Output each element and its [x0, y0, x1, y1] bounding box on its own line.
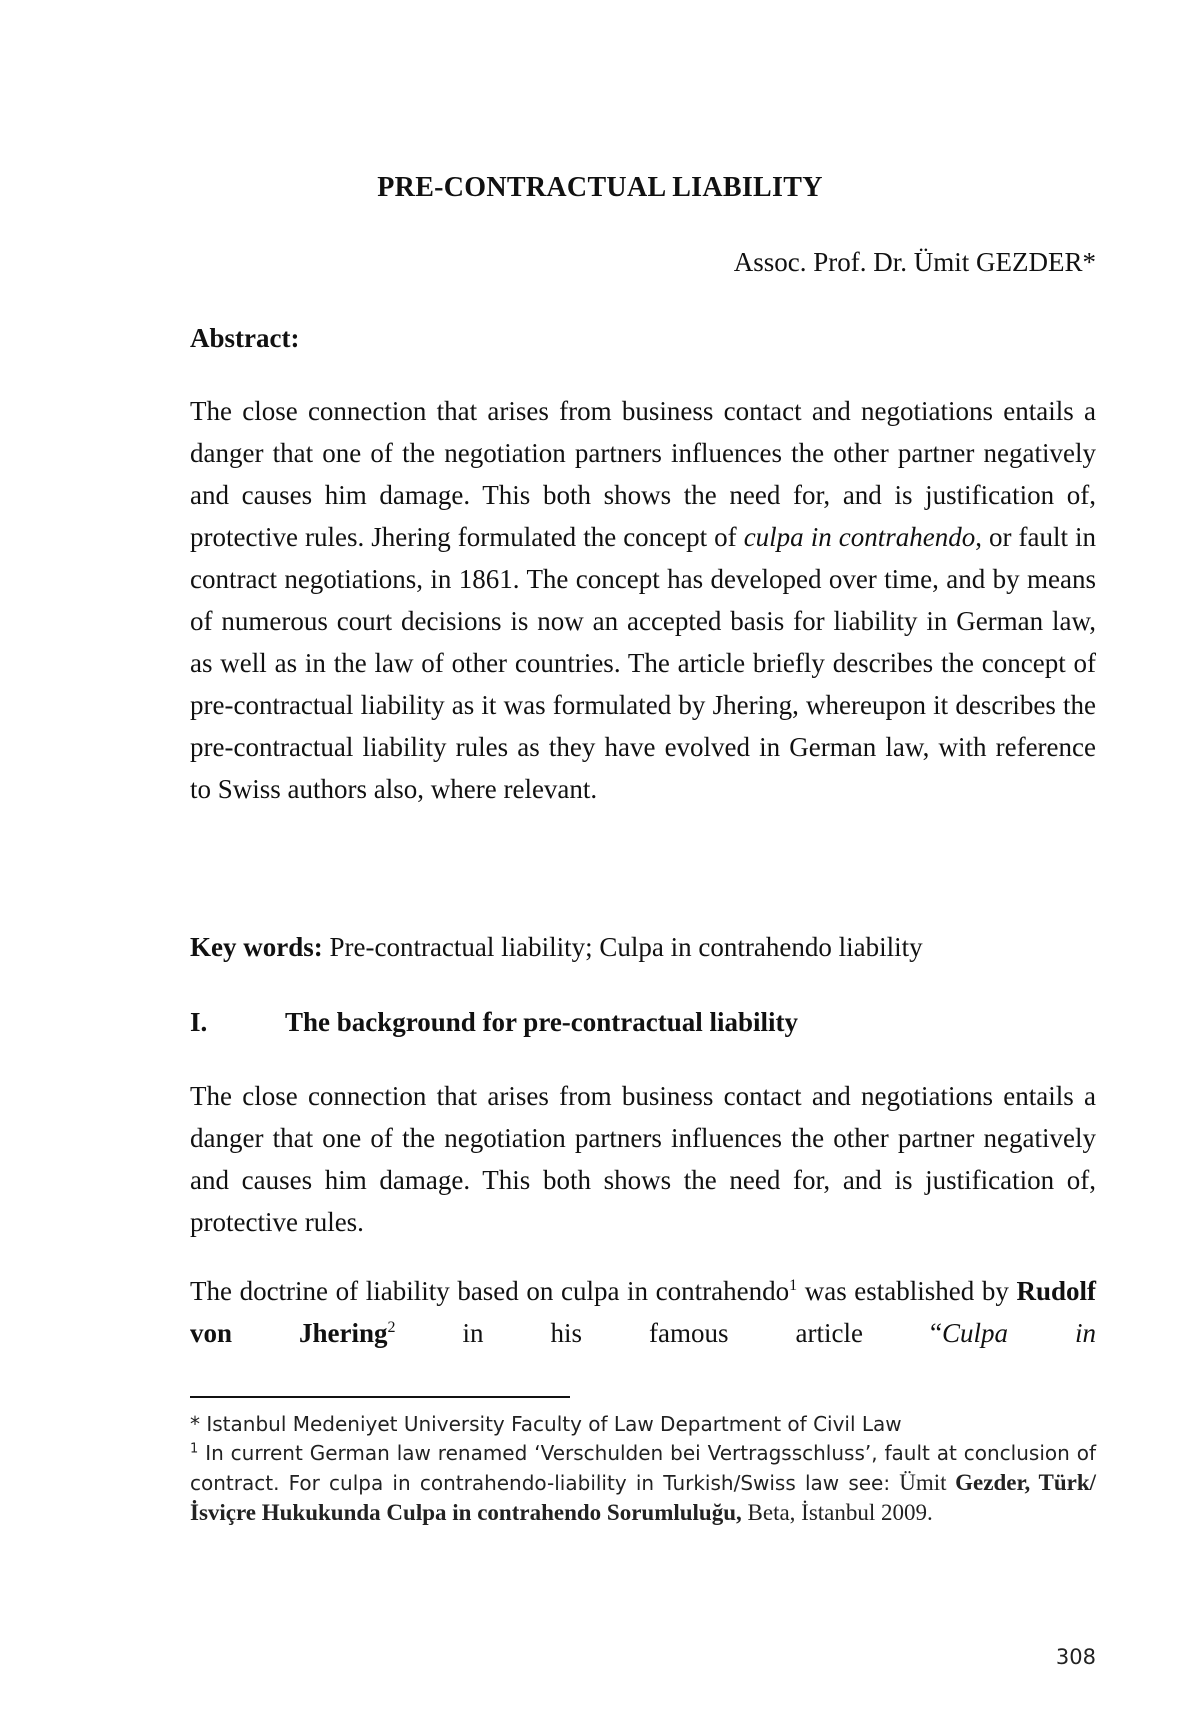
- section-number: I.: [190, 1007, 208, 1037]
- footnote-star: * Istanbul Medeniyet University Faculty of Law Department of Civil Law: [190, 1412, 902, 1436]
- footnote-1-author: Ümit: [899, 1470, 956, 1495]
- abstract-text-part-1: The close connection that arises from business contact and negotiations entails a danger that one of the negotiation partners influences the other partner negatively and causes him damage. This both shows the need for, and is justification of, protective rules. Jhering formulated the concept of: [190, 396, 1096, 552]
- section-heading: [190, 1007, 798, 1038]
- keywords-label: Key words:: [190, 932, 323, 962]
- page-title: PRE-CONTRACTUAL LIABILITY: [377, 172, 823, 203]
- doctrine-italic-title: Culpa in: [941, 1318, 1096, 1348]
- footnote-1-text: In current German law renamed ‘Verschulden bei Vertragsschluss’, fault at conclusion of contract. For culpa in contrahendo-liability in Turkish/Swiss law see:: [190, 1441, 1096, 1495]
- abstract-text-part-2: , or fault in contract negotiations, in 1861. The concept has developed over time, and by means of numerous court decisions is now an accepted basis for liability in German law, as well as in the law of other countries. The article briefly describes the concept of pre-contractual liability as it was formulated by Jhering, whereupon it describes the pre-contractual liability rules as they have evolved in German law, with reference to Swiss authors also, where relevant.: [190, 522, 1096, 804]
- footnote-ref-1: 1: [789, 1277, 798, 1294]
- doctrine-text-part-1: The doctrine of liability based on culpa in contrahendo: [190, 1276, 790, 1306]
- abstract-heading: Abstract:: [190, 323, 300, 353]
- section-title: The background for pre-contractual liability: [285, 1007, 799, 1037]
- footnote-1: [190, 1439, 1096, 1528]
- abstract-paragraph: [190, 390, 1096, 810]
- abstract-italic-term: culpa in contrahendo: [743, 522, 976, 552]
- footnote-1-publisher: Beta, İstanbul 2009.: [741, 1500, 933, 1525]
- section-paragraph-2: [190, 1270, 1096, 1354]
- doctrine-text-part-3: in his famous article “: [395, 1318, 942, 1348]
- keywords-line: [190, 932, 923, 963]
- footnote-1-number: 1: [190, 1441, 199, 1457]
- footnote-divider: [190, 1396, 570, 1398]
- doctrine-author-name: Rudolf von Jhering: [190, 1276, 1096, 1348]
- keywords-text: Pre-contractual liability; Culpa in contrahendo liability: [322, 932, 923, 962]
- page-number: 308: [1055, 1645, 1096, 1669]
- footnote-1-book-title: Gezder, Türk/İsviçre Hukukunda Culpa in contrahendo Sorumluluğu,: [190, 1470, 1096, 1525]
- author-line: Assoc. Prof. Dr. Ümit GEZDER*: [733, 247, 1096, 277]
- footnotes-block: [190, 1410, 1096, 1528]
- footnote-ref-2: 2: [387, 1319, 396, 1336]
- section-paragraph-1: The close connection that arises from business contact and negotiations entails a danger that one of the negotiation partners influences the other partner negatively and causes him damage. This both shows the need for, and is justification of, protective rules.: [190, 1081, 1096, 1237]
- doctrine-text-part-2: was established by: [797, 1276, 1017, 1306]
